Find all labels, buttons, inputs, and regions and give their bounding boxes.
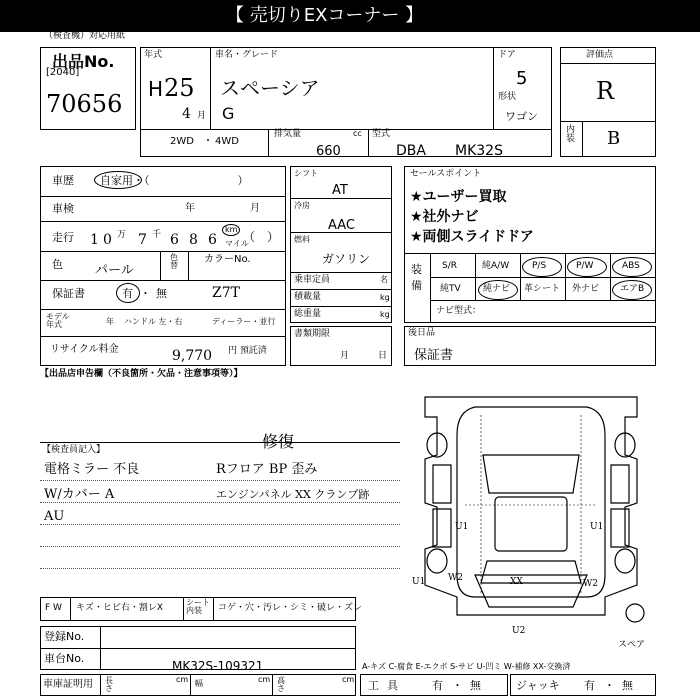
sales-item-1: ★ユーザー買取 — [410, 189, 507, 205]
postdate-value: 保証書 — [414, 348, 454, 363]
history-label: 車歴 — [52, 174, 74, 187]
ps-circle — [522, 257, 562, 277]
cert-cm-2: cm — [258, 675, 271, 684]
inspector-line-2: W/カバー A — [44, 487, 115, 502]
navi-circle — [478, 280, 518, 300]
fuel-value: ガソリン — [322, 252, 371, 266]
shape-label: 形状 — [498, 92, 517, 102]
cert-label: 車庫証明用 — [43, 679, 93, 690]
displacement-label: 排気量 — [274, 129, 302, 139]
mileage-d1: 1 — [90, 232, 99, 248]
shift-value: AT — [332, 183, 348, 198]
inspector-repair: 修復 — [262, 432, 295, 451]
mileage-man: 万 — [117, 230, 127, 240]
inspector-right-1: Rフロア BP 歪み — [216, 462, 318, 477]
equip-airbag: エアB — [620, 284, 645, 294]
diagram-mark-w2-a: W2 — [448, 573, 463, 583]
sales-label: セールスポイント — [410, 169, 482, 179]
jack-label: ジャッキ — [516, 679, 560, 692]
capacity-unit: 名 — [380, 275, 388, 284]
navi-model-label: ナビ型式： — [436, 306, 482, 316]
year-month-unit: 月 — [197, 111, 207, 121]
mileage-d4: 6 — [170, 232, 179, 248]
cert-height: 高さ — [277, 676, 285, 693]
inspection-year: 年 — [185, 203, 195, 214]
mileage-label: 走行 — [52, 231, 74, 244]
score-value: R — [596, 77, 615, 105]
spare-label: スペア — [618, 640, 646, 650]
docs-period-day: 日 — [378, 351, 388, 361]
recycle-value: 9,770 — [172, 348, 213, 364]
gross-label: 総重量 — [294, 309, 322, 319]
drive-separator: ・ — [203, 136, 213, 147]
warranty-no: 無 — [156, 287, 167, 300]
fw-label: F W — [45, 603, 62, 613]
tools-no: 無 — [470, 679, 481, 692]
diagram-mark-u1-c: U1 — [412, 577, 426, 587]
color-value: パール — [95, 263, 134, 278]
abs-circle — [612, 257, 652, 277]
inspector-label: 【検査員記入】 — [42, 445, 106, 455]
car-name: スペーシア — [220, 76, 320, 100]
inspection-month: 月 — [250, 203, 260, 214]
jack-no: 無 — [622, 679, 633, 692]
pw-circle — [567, 257, 607, 277]
shape-value: ワゴン — [505, 110, 538, 123]
mileage-km: km — [225, 225, 238, 234]
year-label: 年式 — [144, 50, 163, 60]
chassis-value: MK32S-109321 — [172, 659, 264, 673]
history-value: 自家用・（ ） — [100, 174, 249, 187]
equipment-label: 装備 — [411, 263, 422, 292]
equip-leather: 革シート — [524, 284, 561, 294]
doors-label: ドア — [498, 50, 516, 60]
color-label: 色 — [52, 258, 63, 271]
diagram-mark-u1-b: U1 — [590, 522, 604, 532]
warranty-label: 保証書 — [52, 287, 85, 300]
docs-period-month: 月 — [340, 351, 350, 361]
fw-text: キズ・ヒビ右・割レX — [76, 603, 163, 613]
displacement-unit: cc — [353, 129, 362, 138]
dealer-label: ディーラー・並行 — [212, 317, 276, 326]
warranty-code: Z7T — [212, 285, 240, 301]
lot-number: 70656 — [46, 90, 123, 118]
recycle-unit: 円 預託済 — [228, 346, 267, 356]
tools-dot: ・ — [452, 679, 463, 692]
displacement-value: 660 — [316, 144, 341, 159]
inspection-label: 車検 — [52, 202, 74, 215]
private-use-circle — [94, 171, 142, 189]
vehicle-block — [140, 47, 552, 157]
drive-two: 2WD — [170, 136, 194, 147]
score-label: 評価点 — [586, 50, 614, 60]
equip-ext-navi: 外ナビ — [572, 284, 600, 294]
seller-note: 【出品店申告欄（不良箇所・欠品・注意事項等）】 — [40, 369, 243, 379]
colorno-label: カラーNo. — [204, 254, 251, 265]
postdate-label: 後日品 — [408, 328, 436, 338]
cert-cm-3: cm — [342, 675, 355, 684]
gross-unit: kg — [380, 310, 390, 319]
mileage-mile: マイル — [225, 239, 249, 248]
car-diagram — [405, 385, 657, 655]
mileage-d5: 8 — [189, 232, 198, 248]
diagram-mark-xx: XX — [510, 577, 523, 587]
sales-item-3: ★両側スライドドア — [410, 229, 534, 245]
model-value: MK32S — [455, 143, 503, 159]
lot-label: 出品No. — [52, 52, 115, 71]
interior-label: 内装 — [566, 125, 576, 144]
equip-sr: S/R — [442, 261, 457, 271]
model-year-label: モデル年式 — [46, 312, 70, 329]
year-value: 25 — [164, 74, 195, 102]
interior-value: B — [607, 128, 621, 149]
lot-code: [2040] — [46, 67, 80, 78]
top-note: （検査機）対応用紙 — [44, 31, 126, 41]
warranty-yes-circle — [116, 283, 140, 303]
damage-legend: A-キズ C-腐食 E-エクボ S-サビ U-凹ミ W-補修 XX-交換済 — [362, 662, 571, 671]
equip-ps: P/S — [532, 261, 547, 271]
tools-yes: 有 — [432, 679, 443, 692]
mileage-sen: 千 — [152, 230, 162, 240]
ac-label: 冷房 — [294, 201, 310, 210]
reg-label: 登録No. — [44, 630, 85, 643]
equip-navi: 純ナビ — [483, 284, 511, 294]
km-circle — [222, 224, 240, 236]
warranty-sep: ・ — [140, 287, 151, 300]
cert-width: 幅 — [195, 679, 203, 688]
cert-cm-1: cm — [176, 675, 189, 684]
equip-tv: 純TV — [440, 284, 461, 294]
sales-item-2: ★社外ナビ — [410, 209, 479, 225]
model-label: 型式 — [372, 129, 391, 139]
header-title: 【 売切りEXコーナー 】 — [226, 5, 424, 26]
load-unit: kg — [380, 293, 390, 302]
inspector-line-1: 電格ミラー 不良 — [44, 462, 140, 477]
diagram-mark-u1-a: U1 — [455, 522, 469, 532]
diagram-mark-u2: U2 — [512, 626, 526, 636]
car-grade: G — [222, 104, 235, 123]
diagram-mark-w2-b: W2 — [583, 579, 598, 589]
equip-alloy: 純A/W — [482, 261, 510, 271]
mileage-d6: 6 — [208, 232, 217, 248]
model-prefix: DBA — [396, 143, 426, 159]
fuel-label: 燃料 — [294, 235, 310, 244]
mileage-d2: 0 — [103, 232, 112, 248]
capacity-label: 乗車定員 — [294, 275, 331, 285]
fw-text2: コゲ・穴・汚レ・シミ・破レ・ズレ — [218, 603, 363, 613]
warranty-yes: 有 — [122, 287, 133, 300]
doors-value: 5 — [516, 68, 528, 89]
mileage-d3: 7 — [138, 232, 147, 248]
cert-long: 長さ — [105, 676, 113, 693]
handle-label: ハンドル 左・右 — [124, 317, 183, 326]
equip-abs: ABS — [622, 261, 640, 271]
tools-label: 工具 — [368, 679, 406, 692]
year-month: 4 — [182, 106, 191, 122]
inspector-right-2: エンジンパネル XX クランプ跡 — [216, 488, 370, 501]
year-era: H — [148, 77, 164, 101]
drive-four: 4WD — [215, 136, 239, 147]
repaint-label: 色替 — [170, 253, 178, 270]
model-year-nen: 年 — [106, 317, 114, 326]
ac-value: AAC — [328, 218, 355, 233]
airbag-circle — [612, 280, 652, 300]
equip-pw: P/W — [576, 261, 594, 271]
jack-dot: ・ — [604, 679, 615, 692]
inspector-line-3: AU — [44, 509, 65, 524]
mileage-paren: （ ） — [243, 230, 280, 244]
car-name-label: 車名・グレード — [215, 50, 279, 60]
header-bar — [0, 0, 700, 32]
chassis-label: 車台No. — [44, 652, 85, 665]
load-label: 積載量 — [294, 292, 322, 302]
jack-yes: 有 — [584, 679, 595, 692]
shift-label: シフト — [294, 169, 318, 178]
fw-sheet: シート内装 — [186, 598, 210, 615]
recycle-label: リサイクル料金 — [50, 344, 119, 355]
docs-period-label: 書類期限 — [294, 329, 331, 339]
